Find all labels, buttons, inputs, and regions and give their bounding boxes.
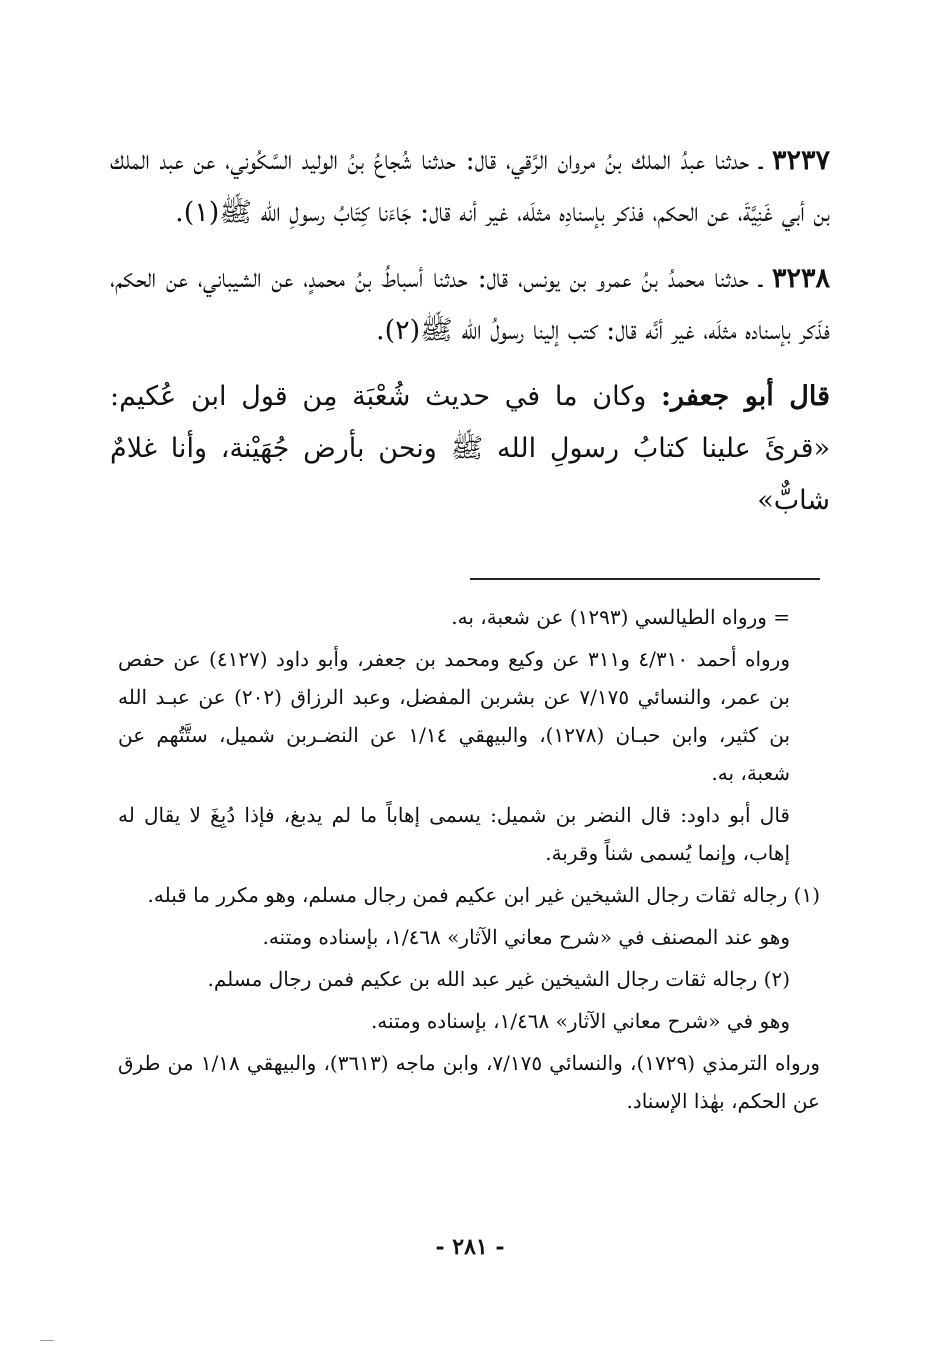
hadith-text: ـ حدثنا محمدُ بنُ عمرو بن يونس، قال: حدثنا أسباطُ بنُ محمدٍ، عن الشيباني، عن الحكم، فذَكر بإسناده مثلَه، غير أنَّه قال: كتب إلينا رسولُ الله ﷺ(٢).	[110, 263, 830, 346]
abu-jafar-text: وكان ما في حديث شُعْبَة مِن قول ابن عُكيم: «قرئَ علينا كتابُ رسولِ الله ﷺ ونحن بأرض جُهَيْنة، وأنا غلامٌ شابٌّ»	[110, 381, 830, 516]
page-number: - ٢٨١ -	[435, 1234, 505, 1260]
hadith-text: ـ حدثنا عبدُ الملك بنُ مروان الرَّقي، قال: حدثنا شُجاعُ بنُ الوليد السَّكُوني، عن عبد الملك بن أبي غَنِيَّةَ، عن الحكم، فذكر بإسنادِه مثلَه، غير أنه قال: جَاءَنا كِتَابُ رسولِ الله ﷺ(١).	[110, 145, 830, 228]
footnote-separator	[470, 578, 820, 580]
abu-jafar-comment	[110, 371, 830, 527]
main-text	[110, 135, 830, 541]
footnote-line: قال أبو داود: قال النضر بن شميل: يسمى إهاباً ما لم يدبغ، فإذا دُبِغَ لا يقال له إهاب، وإنما يُسمى شناً وقربة.	[118, 803, 790, 865]
hadith-number: ٣٢٣٧	[771, 145, 830, 176]
scan-mark	[40, 1340, 54, 1341]
footnote-line: وهو في «شرح معاني الآثار» ١/٤٦٨، بإسناده ومتنه.	[370, 1009, 790, 1033]
hadith-3237	[110, 135, 830, 239]
footnote-line: ورواه أحمد ٤/٣١٠ و٣١١ عن وكيع ومحمد بن جعفر، وأبو داود (٤١٢٧) عن حفص بن عمر، والنسائي ٧/١٧٥ عن بشربن المفضل، وعبد الرزاق (٢٠٢) عن عبـد الله بن كثير، وابن حبـان (١٢٧٨)، والبيهقي ١/١٤ عن النضـربن شميل، ستَّتُهم عن شعبة، به.	[118, 647, 791, 785]
footnote-2: (٢) رجاله ثقات رجال الشيخين غير عبد الله بن عكيم فمن رجال مسلم.	[207, 967, 790, 991]
abu-jafar-label: قال أبو جعفر:	[660, 381, 830, 412]
footnote-line: = ورواه الطيالسي (١٢٩٣) عن شعبة، به.	[451, 605, 790, 629]
footnote-1: (١) رجاله ثقات رجال الشيخين غير ابن عكيم فمن رجال مسلم، وهو مكرر ما قبله.	[147, 883, 820, 907]
footnote-line: ورواه الترمذي (١٧٢٩)، والنسائي ٧/١٧٥، وابن ماجه (٣٦١٣)، والبيهقي ١/١٨ من طرق عن الحكم، بهٰذا الإسناد.	[118, 1051, 820, 1113]
footnote-line: وهو عند المصنف في «شرح معاني الآثار» ١/٤٦٨، بإسناده ومتنه.	[262, 925, 790, 949]
hadith-3238	[110, 253, 830, 357]
hadith-number: ٣٢٣٨	[771, 263, 830, 294]
footnotes	[118, 598, 820, 1124]
